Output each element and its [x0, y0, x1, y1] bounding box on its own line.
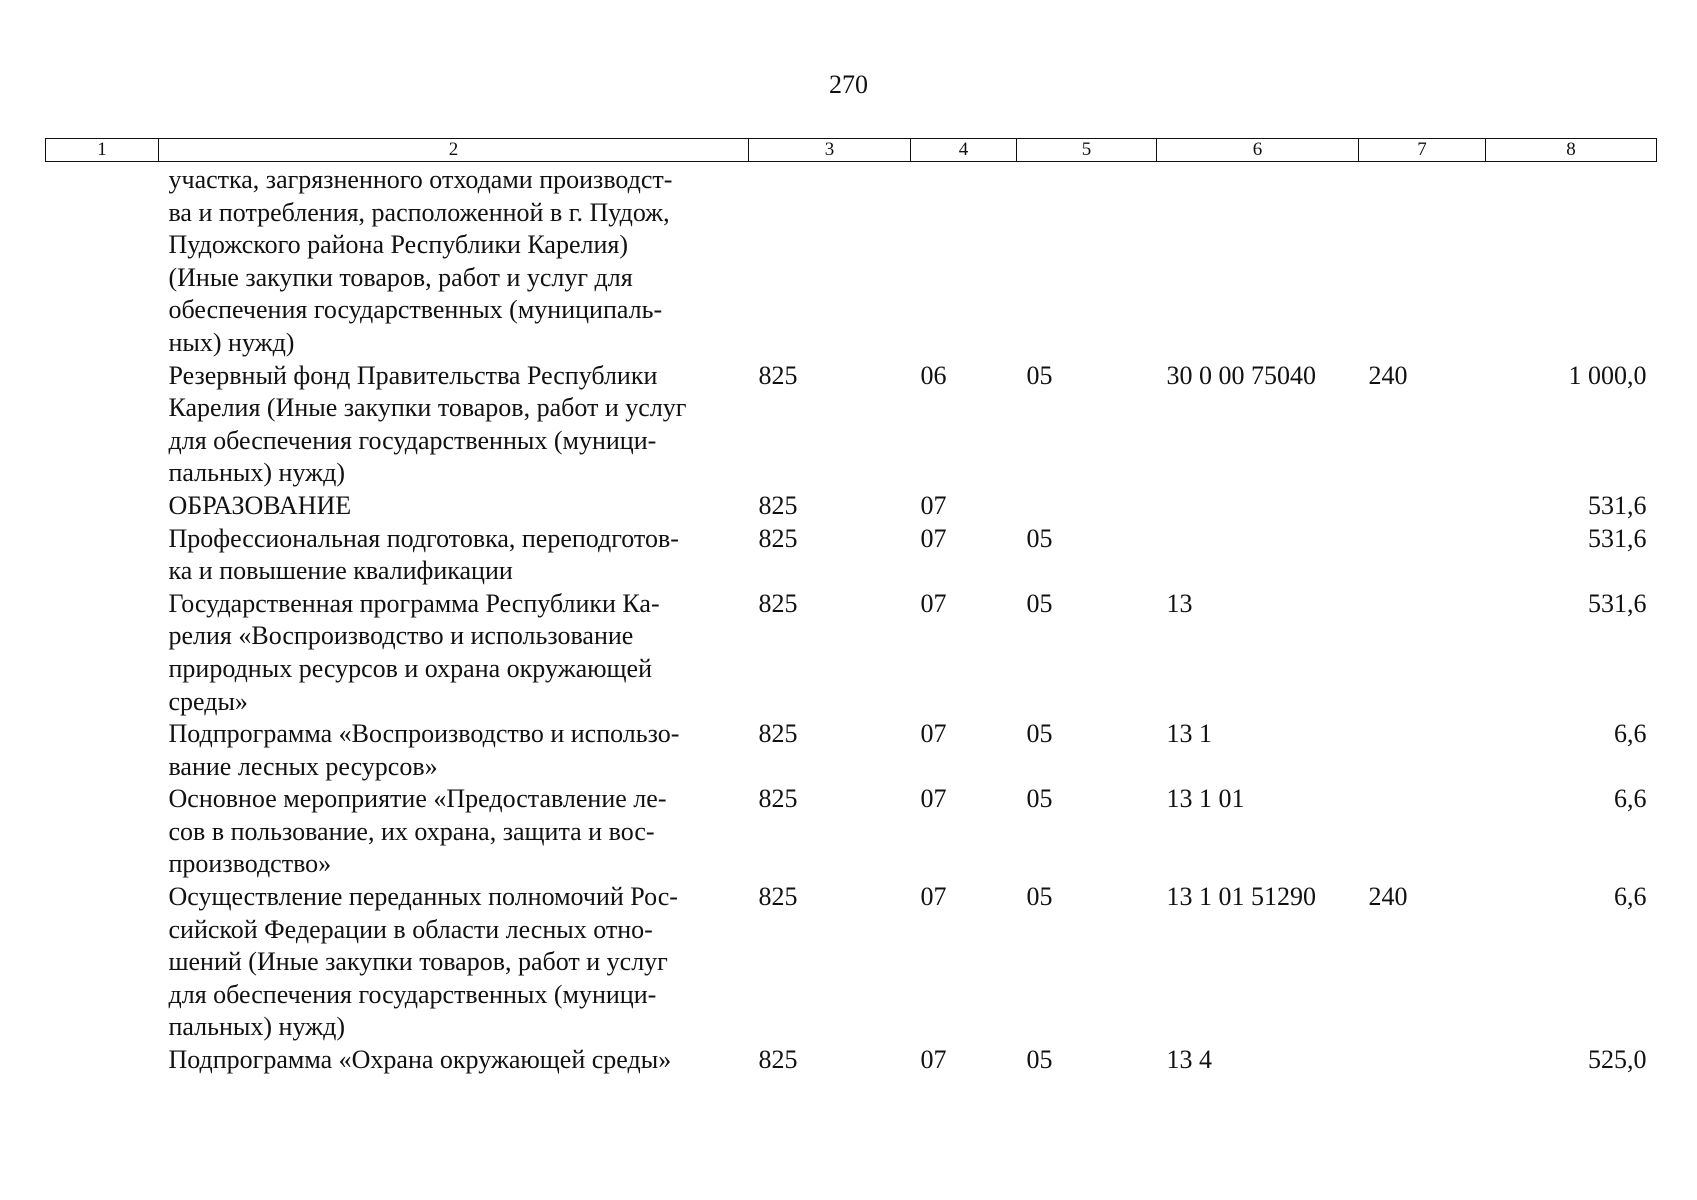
subsection-code-cell: 05	[1026, 719, 1053, 749]
table-row	[46, 490, 1657, 523]
empty-cell	[46, 360, 159, 490]
amount-cell: 531,6	[1588, 523, 1647, 553]
table-row	[46, 783, 1657, 881]
subsection-code-cell: 05	[1026, 523, 1053, 553]
empty-cell	[46, 881, 159, 1044]
ministry-code-cell: 825	[758, 588, 798, 618]
empty-cell	[46, 523, 159, 588]
ministry-code-cell: 825	[758, 719, 798, 749]
amount-cell: 1 000,0	[1568, 360, 1647, 390]
column-number-4: 4	[911, 139, 1017, 162]
table-row	[46, 162, 1657, 360]
section-code-cell: 07	[920, 523, 947, 553]
amount-cell: 531,6	[1588, 490, 1647, 520]
empty-cell	[46, 783, 159, 881]
subsection-code-cell: 05	[1026, 1045, 1053, 1075]
column-number-1: 1	[46, 139, 159, 162]
section-code-cell: 07	[920, 588, 947, 618]
target-article-cell: 13 1 01	[1166, 784, 1245, 814]
expense-type-cell: 240	[1368, 360, 1408, 390]
subsection-code-cell	[1017, 162, 1157, 360]
column-number-3: 3	[749, 139, 911, 162]
table-row	[46, 523, 1657, 588]
target-article-cell: 13 1	[1166, 719, 1212, 749]
subsection-code-cell	[1017, 490, 1157, 523]
expense-type-cell	[1359, 162, 1486, 360]
expense-type-cell	[1359, 718, 1486, 783]
ministry-code-cell: 825	[758, 523, 798, 553]
section-code-cell: 07	[920, 1045, 947, 1075]
amount-cell: 6,6	[1614, 784, 1647, 814]
item-name-cell: Резервный фонд Правительства Республики Карелия (Иные закупки товаров, работ и услуг для обеспечения государственных (муници- пальных) нужд)	[168, 360, 687, 488]
target-article-cell	[1157, 490, 1359, 523]
amount-cell: 525,0	[1588, 1045, 1647, 1075]
empty-cell	[46, 490, 159, 523]
ministry-code-cell: 825	[758, 1045, 798, 1075]
expense-type-cell	[1359, 1044, 1486, 1077]
amount-cell: 6,6	[1614, 882, 1647, 912]
expense-type-cell	[1359, 783, 1486, 881]
table-row	[46, 718, 1657, 783]
subsection-code-cell: 05	[1026, 784, 1053, 814]
section-code-cell: 06	[920, 360, 947, 390]
target-article-cell: 13 4	[1166, 1045, 1212, 1075]
subsection-code-cell: 05	[1026, 882, 1053, 912]
table-body	[46, 162, 1657, 1077]
empty-cell	[46, 162, 159, 360]
target-article-cell: 30 0 00 75040	[1166, 360, 1316, 390]
expense-type-cell	[1359, 490, 1486, 523]
column-number-header	[46, 139, 1657, 162]
target-article-cell: 13	[1166, 588, 1193, 618]
item-name-cell: Подпрограмма «Воспроизводство и использо- вание лесных ресурсов»	[168, 719, 680, 781]
column-number-2: 2	[159, 139, 749, 162]
expense-type-cell	[1359, 523, 1486, 588]
amount-cell: 6,6	[1614, 719, 1647, 749]
table-row	[46, 1044, 1657, 1077]
ministry-code-cell: 825	[758, 882, 798, 912]
amount-cell: 531,6	[1588, 588, 1647, 618]
expense-type-cell	[1359, 588, 1486, 718]
column-number-7: 7	[1359, 139, 1486, 162]
page-number: 270	[829, 70, 868, 99]
table-row	[46, 588, 1657, 718]
target-article-cell	[1157, 523, 1359, 588]
empty-cell	[46, 718, 159, 783]
ministry-code-cell	[749, 162, 911, 360]
item-name-cell: ОБРАЗОВАНИЕ	[168, 490, 352, 520]
target-article-cell: 13 1 01 51290	[1166, 882, 1316, 912]
section-code-cell: 07	[920, 882, 947, 912]
section-code-cell: 07	[920, 784, 947, 814]
target-article-cell	[1157, 162, 1359, 360]
item-name-cell: Подпрограмма «Охрана окружающей среды»	[168, 1045, 672, 1075]
subsection-code-cell: 05	[1026, 360, 1053, 390]
empty-cell	[46, 1044, 159, 1077]
ministry-code-cell: 825	[758, 360, 798, 390]
item-name-cell: Основное мероприятие «Предоставление ле- сов в пользование, их охрана, защита и вос- производство»	[168, 784, 667, 879]
column-number-5: 5	[1017, 139, 1157, 162]
section-code-cell: 07	[920, 719, 947, 749]
item-name-cell: Государственная программа Республики Ка- релия «Воспроизводство и использование природных ресурсов и охрана окружающей среды»	[168, 588, 660, 716]
budget-table	[45, 138, 1657, 1077]
section-code-cell	[911, 162, 1017, 360]
ministry-code-cell: 825	[758, 784, 798, 814]
expense-type-cell: 240	[1368, 882, 1408, 912]
item-name-cell: Профессиональная подготовка, переподготов- ка и повышение квалификации	[168, 523, 679, 586]
item-name-cell: участка, загрязненного отходами производст- ва и потребления, расположенной в г. Пудож, Пудожского района Республики Карелия) (Иные закупки товаров, работ и услуг для обеспечения государственных (муниципаль- ных) нужд)	[168, 165, 673, 357]
table-row	[46, 360, 1657, 490]
amount-cell	[1486, 162, 1657, 360]
column-number-6: 6	[1157, 139, 1359, 162]
ministry-code-cell: 825	[758, 490, 798, 520]
table-row	[46, 881, 1657, 1044]
section-code-cell: 07	[920, 490, 947, 520]
item-name-cell: Осуществление переданных полномочий Рос- сийской Федерации в области лесных отно- шений (Иные закупки товаров, работ и услуг для обеспечения государственных (муници- пальных) нужд)	[168, 882, 678, 1042]
empty-cell	[46, 588, 159, 718]
column-number-8: 8	[1486, 139, 1657, 162]
subsection-code-cell: 05	[1026, 588, 1053, 618]
